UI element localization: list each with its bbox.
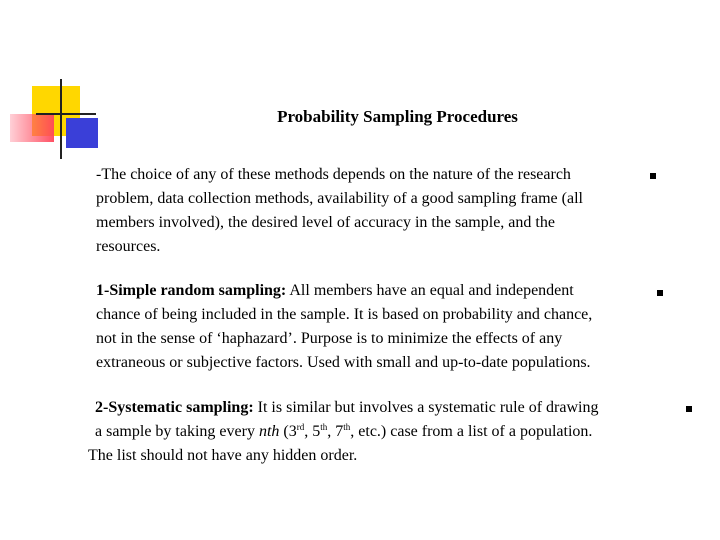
bullet-icon [657,290,663,296]
text-line: chance of being included in the sample. It is based on probability and chance, [96,306,593,323]
bullet-icon [650,173,656,179]
text-line: The list should not have any hidden order. [88,447,358,464]
ordinal-suffix: th [320,422,328,432]
text-line: members involved), the desired level of accuracy in the sample, and the [96,214,555,231]
text-line: -The choice of any of these methods depends on the nature of the research [96,166,571,183]
text-fragment: , etc.) case from a list of a population. [350,423,593,440]
paragraph-intro [96,163,583,259]
text-fragment: a sample by taking every [95,423,259,440]
text-line [88,396,598,420]
text-line: not in the sense of ‘haphazard’. Purpose is to minimize the effects of any [96,330,563,347]
text-line [88,420,598,444]
ordinal-suffix: rd [296,422,305,432]
text-line: resources. [96,238,161,255]
text-line [96,279,592,303]
text-fragment: , 5 [304,423,321,440]
paragraph-simple-random [96,279,592,375]
text-line: extraneous or subjective factors. Used with small and up-to-date populations. [96,354,591,371]
term-label: 2-Systematic sampling: [95,399,254,416]
italic-term: nth [258,423,280,440]
text-fragment: , 7 [327,423,344,440]
ordinal-suffix: th [343,422,351,432]
text-fragment: (3 [279,423,297,440]
text-fragment: All members have an equal and independent [286,282,574,299]
text-line: problem, data collection methods, availability of a good sampling frame (all [96,190,583,207]
term-label: 1-Simple random sampling: [96,282,287,299]
paragraph-systematic [88,396,598,468]
slide-title: Probability Sampling Procedures [277,107,518,126]
text-fragment: It is similar but involves a systematic rule of drawing [253,399,599,416]
decorative-logo [0,0,110,170]
bullet-icon [686,406,692,412]
